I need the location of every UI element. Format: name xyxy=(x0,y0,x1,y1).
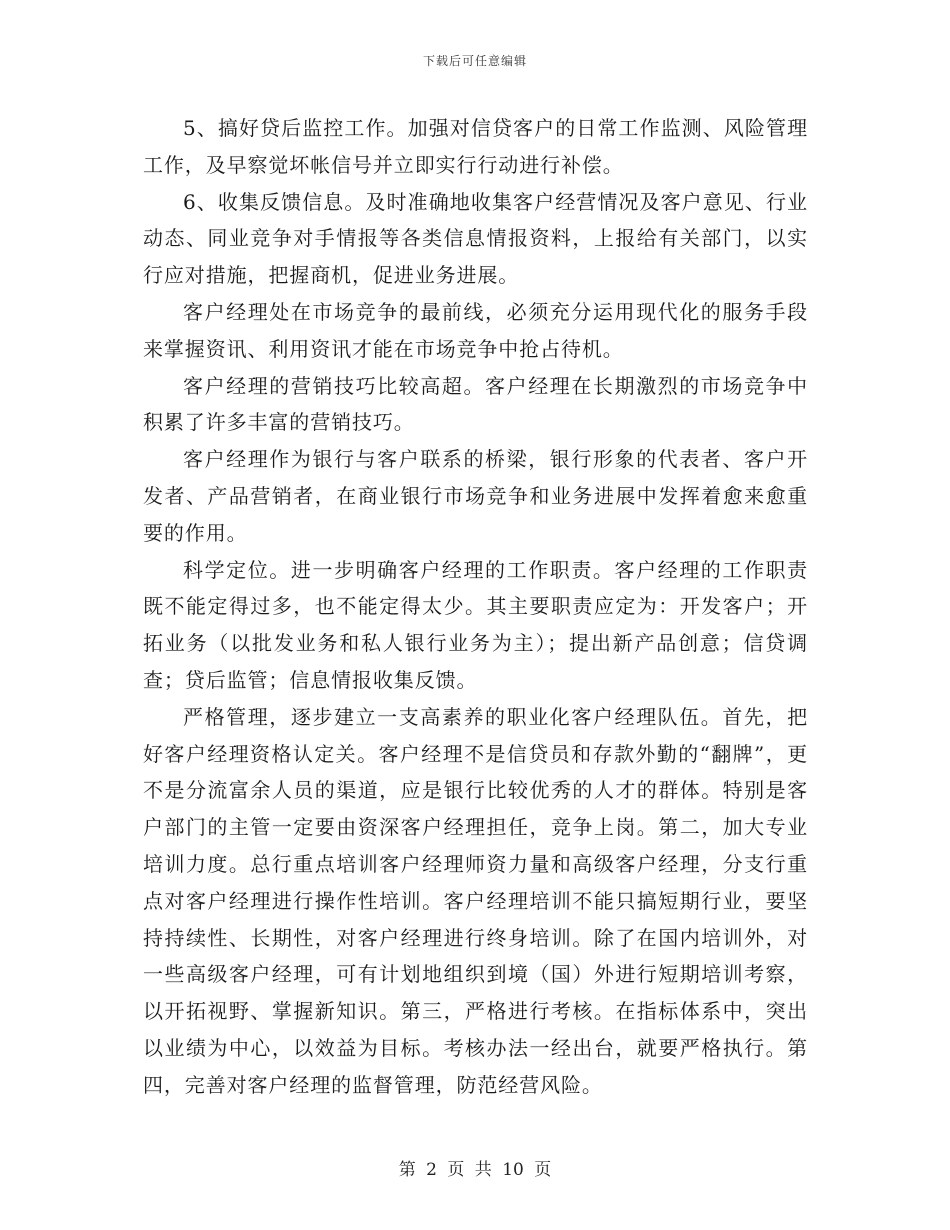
paragraph-marketing-skills: 客户经理的营销技巧比较高超。客户经理在长期激烈的市场竞争中积累了许多丰富的营销技巧。 xyxy=(143,373,808,435)
document-body xyxy=(143,110,808,1104)
paragraph-bridge-role: 客户经理作为银行与客户联系的桥梁，银行形象的代表者、客户开发者、产品营销者，在商业银行市场竞争和业务进展中发挥着愈来愈重要的作用。 xyxy=(143,447,808,545)
paragraph-feedback-collection: 6、收集反馈信息。及时准确地收集客户经营情况及客户意见、行业动态、同业竞争对手情报等各类信息情报资料，上报给有关部门，以实行应对措施，把握商机，促进业务进展。 xyxy=(143,189,808,288)
page-number-footer: 第 2 页 共 10 页 xyxy=(398,1160,552,1180)
paragraph-post-loan-monitoring: 5、搞好贷后监控工作。加强对信贷客户的日常工作监测、风险管理工作，及早察觉坏帐信号并立即实行行动进行补偿。 xyxy=(143,116,808,177)
paragraph-scientific-positioning: 科学定位。进一步明确客户经理的工作职责。客户经理的工作职责既不能定得过多，也不能定得太少。其主要职责应定为：开发客户；开拓业务（以批发业务和私人银行业务为主）；提出新产品创意；信贷调查；贷后监管；信息情报收集反馈。 xyxy=(143,557,808,692)
page-header-note: 下载后可任意编辑 xyxy=(422,54,527,68)
paragraph-market-frontline: 客户经理处在市场竞争的最前线，必须充分运用现代化的服务手段来掌握资讯、利用资讯才能在市场竞争中抢占待机。 xyxy=(143,299,808,361)
paragraph-strict-management: 严格管理，逐步建立一支高素养的职业化客户经理队伍。首先，把好客户经理资格认定关。客户经理不是信贷员和存款外勤的“翻牌”，更不是分流富余人员的渠道，应是银行比较优秀的人才的群体。特别是客户部门的主管一定要由资深客户经理担任，竞争上岗。第二，加大专业培训力度。总行重点培训客户经理师资力量和高级客户经理，分支行重点对客户经理进行操作性培训。客户经理培训不能只搞短期行业，要坚持持续性、长期性，对客户经理进行终身培训。除了在国内培训外，对一些高级客户经理，可有计划地组织到境（国）外进行短期培训考察，以开拓视野、掌握新知识。第三，严格进行考核。在指标体系中，突出以业绩为中心，以效益为目标。考核办法一经出台，就要严格执行。第四，完善对客户经理的监督管理，防范经营风险。 xyxy=(143,704,808,1097)
